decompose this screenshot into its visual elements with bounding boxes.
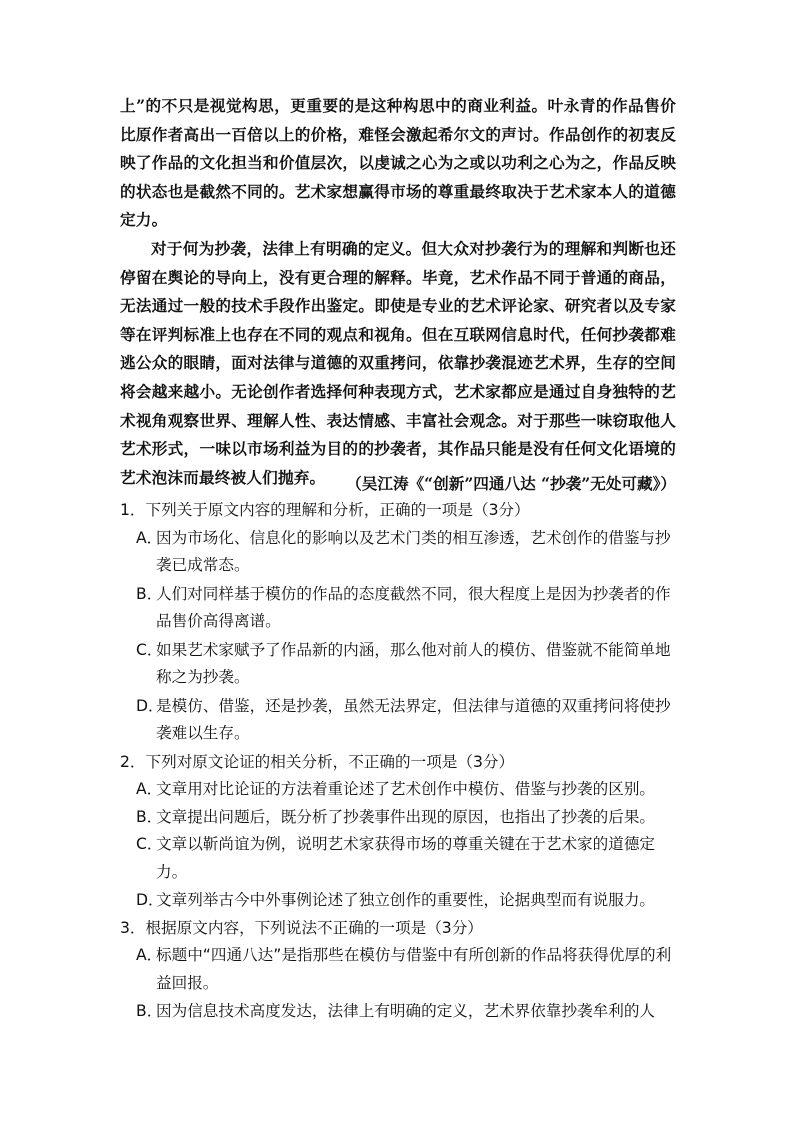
option-letter: A． (136, 946, 163, 964)
option-d (120, 693, 682, 748)
option-c (120, 831, 682, 886)
option-a (120, 776, 682, 804)
option-letter: B． (136, 807, 163, 826)
option-letter: C． (136, 640, 163, 659)
option-text: 人们对同样基于模仿的作品的态度截然不同，很大程度上是因为抄袭者的作品售价高得离谱。 (156, 584, 671, 630)
option-letter: C． (136, 835, 163, 853)
option-text: 因为信息技术高度发达，法律上有明确的定义，艺术界依靠抄袭牟利的人 (156, 1002, 656, 1020)
option-c (120, 637, 682, 692)
option-letter: B． (136, 584, 163, 603)
option-letter: B． (136, 1002, 163, 1020)
passage-paragraph: 上”的不只是视觉构思，更重要的是这种构思中的商业利益。叶永青的作品售价比原作者高出一百倍以上的价格，难怪会激起希尔文的声讨。作品创作的初衷反映了作品的文化担当和价值层次，以虔诚之心为之或以功利之心为之，作品反映的状态也是截然不同的。艺术家想赢得市场的尊重最终取决于艺术家本人的道德定力。 (120, 96, 676, 230)
passage-source: （吴江涛《“创新”四通八达 “抄袭”无处可藏》） (346, 474, 676, 493)
question-stem: 3．根据原文内容，下列说法不正确的一项是（3分） (120, 918, 483, 937)
option-text: 是模仿、借鉴，还是抄袭，虽然无法界定，但法律与道德的双重拷问将使抄袭难以生存。 (156, 696, 671, 742)
option-d (120, 887, 682, 915)
option-b (120, 804, 682, 832)
option-a (120, 525, 682, 580)
reading-passage (120, 92, 676, 492)
option-text: 因为市场化、信息化的影响以及艺术门类的相互渗透，艺术创作的借鉴与抄袭已成常态。 (156, 528, 671, 574)
question-3 (120, 915, 682, 1026)
question-2 (120, 749, 682, 915)
option-text: 如果艺术家赋予了作品新的内涵，那么他对前人的模仿、借鉴就不能简单地称之为抄袭。 (156, 640, 671, 686)
option-text: 标题中“四通八达”是指那些在模仿与借鉴中有所创新的作品将获得优厚的利益回报。 (156, 946, 672, 992)
passage-paragraph: 对于何为抄袭，法律上有明确的定义。但大众对抄袭行为的理解和判断也还停留在舆论的导向上，没有更合理的解释。毕竟，艺术作品不同于普通的商品，无法通过一般的技术手段作出鉴定。即使是专业的艺术评论家、研究者以及专家等在评判标准上也存在不同的观点和视角。但在互联网信息时代，任何抄袭都难逃公众的眼睛，面对法律与道德的双重拷问，依靠抄袭混迹艺术界，生存的空间将会越来越小。无论创作者选择何种表现方式，艺术家都应是通过自身独特的艺术视角观察世界、理解人性、表达情感、丰富社会观念。对于那些一味窃取他人艺术形式，一味以市场利益为目的的抄袭者，其作品只能是没有任何文化语境的艺术泡沫而最终被人们抛弃。 (120, 238, 676, 487)
question-stem: 2．下列对原文论证的相关分析，不正确的一项是（3分） (120, 752, 515, 771)
option-letter: A． (136, 780, 163, 798)
question-list (120, 497, 682, 1026)
option-b (120, 998, 682, 1026)
option-letter: D． (136, 891, 164, 909)
option-letter: A． (136, 528, 163, 547)
question-stem: 1．下列关于原文内容的理解和分析，正确的一项是（3分） (120, 501, 530, 519)
option-letter: D． (136, 696, 164, 715)
option-b (120, 581, 682, 636)
option-text: 文章提出问题后，既分析了抄袭事件出现的原因，也指出了抄袭的后果。 (156, 807, 656, 826)
option-text: 文章以靳尚谊为例，说明艺术家获得市场的尊重关键在于艺术家的道德定力。 (156, 835, 656, 881)
option-text: 文章列举古今中外事例论述了独立创作的重要性，论据典型而有说服力。 (156, 891, 656, 909)
option-text: 文章用对比论证的方法着重论述了艺术创作中模仿、借鉴与抄袭的区别。 (156, 780, 656, 798)
question-1 (120, 497, 682, 748)
option-a (120, 942, 682, 997)
